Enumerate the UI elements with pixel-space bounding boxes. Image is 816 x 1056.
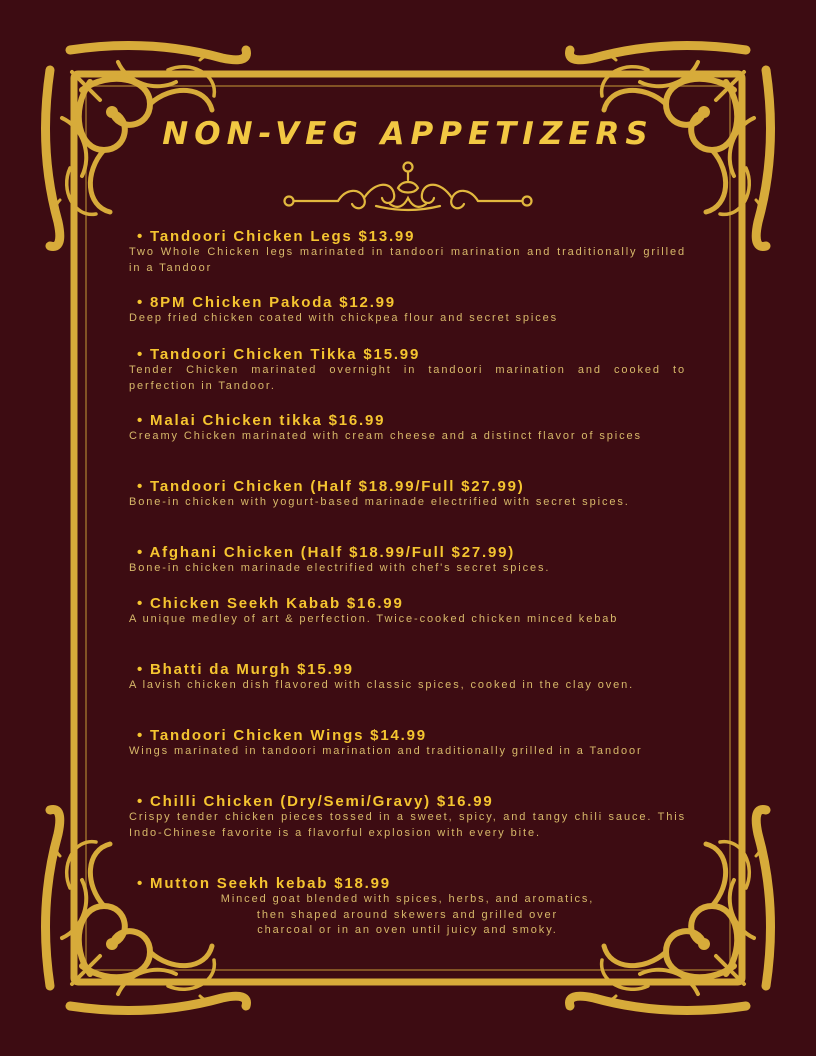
item-description: A lavish chicken dish flavored with classic spices, cooked in the clay oven. [129, 679, 635, 691]
item-description: A unique medley of art & perfection. Twice-cooked chicken minced kebab [129, 613, 619, 625]
menu-item [129, 478, 686, 511]
menu-item [129, 544, 686, 577]
menu-item [129, 661, 686, 694]
item-name: • Chicken Seekh Kabab $16.99 [137, 595, 404, 612]
item-description: Tender Chicken marinated overnight in tandoori marination and cooked to perfection in Tandoor. [129, 364, 686, 392]
item-description: Bone-in chicken with yogurt-based marinade electrified with secret spices. [129, 496, 630, 508]
item-description: Wings marinated in tandoori marination and traditionally grilled in a Tandoor [129, 745, 643, 757]
item-name: • Malai Chicken tikka $16.99 [137, 412, 386, 429]
item-name: • Mutton Seekh kebab $18.99 [137, 875, 391, 892]
item-name: • Afghani Chicken (Half $18.99/Full $27.99) [137, 544, 516, 561]
item-name: • Tandoori Chicken (Half $18.99/Full $27.99) [137, 478, 525, 495]
menu-item [129, 595, 686, 628]
item-name: • Tandoori Chicken Legs $13.99 [137, 228, 416, 245]
item-description-line: Minced goat blended with spices, herbs, and aromatics, [220, 893, 595, 905]
item-description: Deep fried chicken coated with chickpea flour and secret spices [129, 312, 559, 324]
menu-item [129, 727, 686, 760]
page-title: NON-VEG APPETIZERS [162, 116, 654, 152]
item-description-line: then shaped around skewers and grilled over [256, 908, 559, 921]
item-description-line: charcoal or in an oven until juicy and smoky. [257, 924, 558, 936]
ornamental-divider-icon [280, 158, 536, 216]
item-name: • Tandoori Chicken Tikka $15.99 [137, 346, 421, 363]
item-description: Crispy tender chicken pieces tossed in a sweet, spicy, and tangy chili sauce. This Indo-Chinese favorite is a flavorful explosion with every bite. [129, 811, 686, 839]
menu-item [129, 228, 686, 276]
menu-item [129, 412, 686, 445]
menu-item [129, 875, 686, 939]
item-name: • Bhatti da Murgh $15.99 [137, 661, 354, 678]
menu-item [129, 294, 686, 327]
item-name: • Tandoori Chicken Wings $14.99 [137, 727, 427, 744]
menu-item [129, 346, 686, 394]
item-description [129, 892, 686, 939]
menu-item [129, 793, 686, 841]
item-name: • Chilli Chicken (Dry/Semi/Gravy) $16.99 [137, 793, 494, 810]
item-description: Bone-in chicken marinade electrified with chef's secret spices. [129, 562, 551, 574]
item-description: Two Whole Chicken legs marinated in tandoori marination and traditionally grilled in a Tandoor [129, 246, 686, 274]
item-description: Creamy Chicken marinated with cream cheese and a distinct flavor of spices [129, 430, 642, 442]
item-name: • 8PM Chicken Pakoda $12.99 [137, 294, 396, 311]
